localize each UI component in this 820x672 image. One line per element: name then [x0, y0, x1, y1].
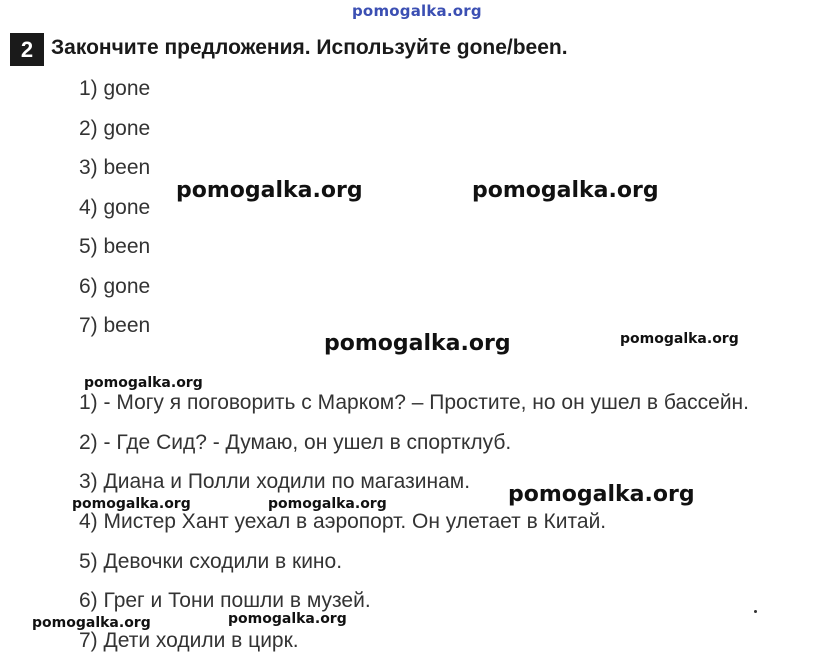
- watermark: pomogalka.org: [620, 331, 739, 347]
- exercise-title: Закончите предложения. Используйте gone/been.: [51, 36, 568, 59]
- answers-list: [79, 78, 150, 355]
- watermark: pomogalka.org: [72, 496, 191, 512]
- translation-item: 1) - Могу я поговорить с Марком? – Простите, но он ушел в бассейн.: [79, 391, 749, 414]
- translation-item: 4) Мистер Хант уехал в аэропорт. Он улетает в Китай.: [79, 510, 607, 534]
- watermark: pomogalka.org: [32, 615, 151, 631]
- translations-list: [79, 392, 749, 670]
- answer-item: 5) been: [79, 235, 151, 258]
- watermark: pomogalka.org: [324, 331, 511, 356]
- translation-item: 2) - Где Сид? - Думаю, он ушел в спортклуб.: [79, 430, 512, 454]
- watermark: pomogalka.org: [176, 178, 363, 203]
- translation-item: 7) Дети ходили в цирк.: [79, 629, 299, 653]
- watermark: pomogalka.org: [228, 611, 347, 627]
- watermark: pomogalka.org: [508, 482, 695, 507]
- answer-item: 6) gone: [79, 274, 151, 298]
- answer-item: 4) gone: [79, 195, 151, 219]
- exercise-number-badge: 2: [10, 33, 44, 66]
- watermark: pomogalka.org: [268, 496, 387, 512]
- stray-dot: [754, 610, 757, 613]
- answer-item: 3) been: [79, 156, 151, 179]
- translation-item: 5) Девочки сходили в кино.: [79, 549, 343, 573]
- translation-item: 6) Грег и Тони пошли в музей.: [79, 589, 371, 613]
- answer-item: 2) gone: [79, 116, 151, 140]
- translation-item: 3) Диана и Полли ходили по магазинам.: [79, 470, 471, 494]
- watermark: pomogalka.org: [84, 375, 203, 391]
- header-watermark: pomogalka.org: [352, 2, 482, 20]
- answer-item: 7) been: [79, 314, 151, 337]
- answer-item: 1) gone: [79, 77, 151, 100]
- watermark: pomogalka.org: [472, 178, 659, 203]
